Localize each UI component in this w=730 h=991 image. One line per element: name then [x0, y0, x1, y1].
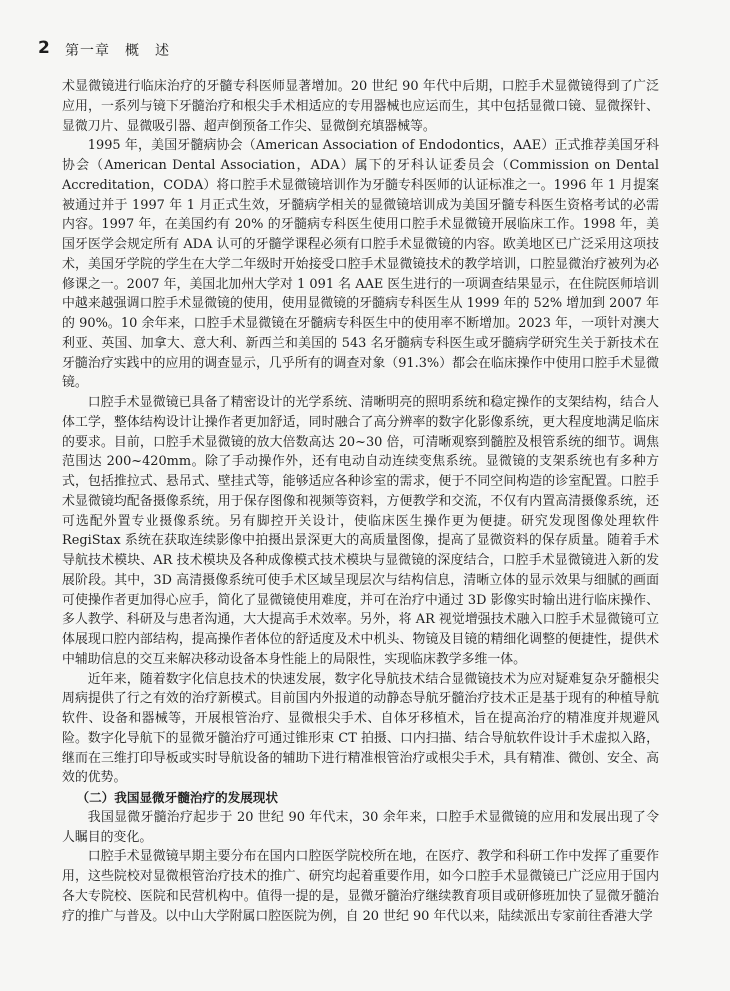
chapter-title: 第一章 概 述	[65, 43, 170, 59]
paragraph: 口腔手术显微镜早期主要分布在国内口腔医学院校所在地，在医疗、教学和科研工作中发挥了重要作用，这些院校对显微根管治疗技术的推广、研究均起着重要作用，如今口腔手术显微镜已广泛应用于国内各大专院校、医院和民营机构中。值得一提的是，显微牙髓治疗继续教育项目或研修班加快了显微牙髓治疗的推广与普及。以中山大学附属口腔医院为例，自 20 世纪 90 年代以来，陆续派出专家前往香港大学	[62, 849, 659, 924]
paragraph: 我国显微牙髓治疗起步于 20 世纪 90 年代末，30 余年来，口腔手术显微镜的应用和发展出现了令人瞩目的变化。	[62, 809, 659, 845]
paragraph: 近年来，随着数字化信息技术的快速发展，数字化导航技术结合显微镜技术为应对疑难复杂牙髓根尖周病提供了行之有效的治疗新模式。目前国内外报道的动静态导航牙髓治疗技术正是基于现有的种植导航软件、设备和器械等，开展根管治疗、显微根尖手术、自体牙移植术，旨在提高治疗的精准度并规避风险。数字化导航下的显微牙髓治疗可通过锥形束 CT 拍摄、口内扫描、结合导航软件设计手术虚拟入路，继而在三维打印导板或实时导航设备的辅助下进行精准根管治疗或根尖手术，具有精准、微创、安全、高效的优势。	[62, 671, 659, 786]
section-heading: （二）我国显微牙髓治疗的发展现状	[76, 790, 278, 805]
page-body	[62, 77, 659, 926]
page-number: 2	[38, 38, 50, 58]
paragraph: 术显微镜进行临床治疗的牙髓专科医师显著增加。20 世纪 90 年代中后期，口腔手术显微镜得到了广泛应用，一系列与镜下牙髓治疗和根尖手术相适应的专用器械也应运而生，其中包括显微口镜、显微探针、显微刀片、显微吸引器、超声倒预备工作尖、显微倒充填器械等。	[62, 79, 659, 134]
paragraph: 1995 年，美国牙髓病协会（American Association of Endodontics，AAE）正式推荐美国牙科协会（American Dental Association，ADA）属下的牙科认证委员会（Commission on Dental Accreditation，CODA）将口腔手术显微镜培训作为牙髓专科医师的认证标准之一。1996 年 1 月提案被通过并于 1997 年 1 月正式生效，牙髓病学相关的显微镜培训成为美国牙髓专科医生资格考试的必需内容。1997 年，在美国约有 20% 的牙髓病专科医生使用口腔手术显微镜开展临床工作。1998 年，美国牙医学会规定所有 ADA 认可的牙髓学课程必须有口腔手术显微镜的内容。欧美地区已广泛采用这项技术，美国牙学院的学生在大学二年级时开始接受口腔手术显微镜技术的教学培训，口腔显微治疗被列为必修课之一。2007 年，美国北加州大学对 1 091 名 AAE 医生进行的一项调查结果显示，在住院医师培训中越来越强调口腔手术显微镜的使用，使用显微镜的牙髓病专科医生从 1999 年的 52% 增加到 2007 年的 90%。10 余年来，口腔手术显微镜在牙髓病专科医生中的使用率不断增加。2023 年，一项针对澳大利亚、英国、加拿大、意大利、新西兰和美国的 543 名牙髓病专科医生或牙髓病学研究生关于新技术在牙髓治疗实践中的应用的调查显示，几乎所有的调查对象（91.3%）都会在临床操作中使用口腔手术显微镜。	[62, 138, 659, 391]
paragraph: 口腔手术显微镜已具备了精密设计的光学系统、清晰明亮的照明系统和稳定操作的支架结构，结合人体工学，整体结构设计让操作者更加舒适，同时融合了高分辨率的数字化影像系统，更大程度地满足临床的要求。目前，口腔手术显微镜的放大倍数高达 20~30 倍，可清晰观察到髓腔及根管系统的细节。调焦范围达 200~420mm。除了手动操作外，还有电动自动连续变焦系统。显微镜的支架系统也有多种方式，包括推拉式、悬吊式、壁挂式等，能够适应各种诊室的需求，便于不同空间构造的诊室配置。口腔手术显微镜均配备摄像系统，用于保存图像和视频等资料，方便教学和交流，不仅有内置高清摄像系统，还可选配外置专业摄像系统。另有脚控开关设计，使临床医生操作更为便捷。研究发现图像处理软件 RegiStax 系统在获取连续影像中拍摄出景深更大的高质量图像，提高了显微资料的保存质量。随着手术导航技术模块、AR 技术模块及各种成像模式技术模块与显微镜的深度结合，口腔手术显微镜进入新的发展阶段。其中，3D 高清摄像系统可使手术区域呈现层次与结构信息，清晰立体的显示效果与细腻的画面可使操作者更加得心应手，简化了显微镜使用难度，并可在治疗中通过 3D 影像实时输出进行临床操作、多人教学、科研及与患者沟通，大大提高手术效率。另外，将 AR 视觉增强技术融入口腔手术显微镜可立体展现口腔内部结构，提高操作者体位的舒适度及术中机头、物镜及目镜的精细化调整的便捷性，提供术中辅助信息的交互来解决移动设备本身性能上的局限性，实现临床教学多维一体。	[62, 395, 659, 667]
